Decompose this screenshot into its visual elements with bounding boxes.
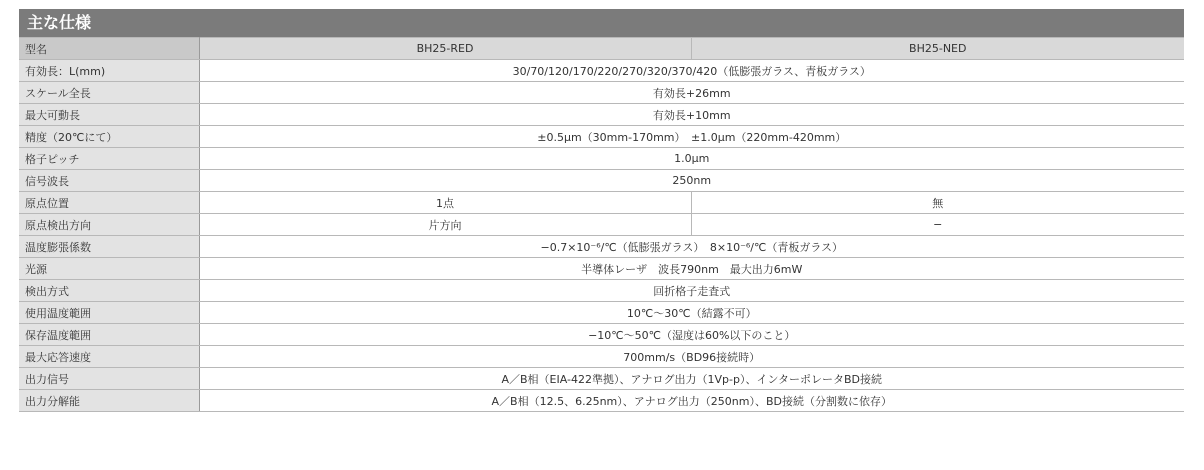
model-name-ned: BH25-NED xyxy=(691,38,1184,60)
row-label: 光源 xyxy=(19,258,199,280)
row-value-red: 1点 xyxy=(199,192,691,214)
table-row xyxy=(19,104,1184,126)
table-row xyxy=(19,214,1184,236)
row-value: −10℃〜50℃（湿度は60%以下のこと） xyxy=(199,324,1184,346)
table-row xyxy=(19,148,1184,170)
row-label: 最大可動長 xyxy=(19,104,199,126)
row-label: 最大応答速度 xyxy=(19,346,199,368)
table-header-row xyxy=(19,38,1184,60)
row-label: 出力信号 xyxy=(19,368,199,390)
table-row xyxy=(19,324,1184,346)
row-label: 検出方式 xyxy=(19,280,199,302)
row-label: 信号波長 xyxy=(19,170,199,192)
table-row xyxy=(19,126,1184,148)
table-row xyxy=(19,82,1184,104)
row-label: 使用温度範囲 xyxy=(19,302,199,324)
row-label: 型名 xyxy=(19,38,199,60)
row-value-red: 片方向 xyxy=(199,214,691,236)
table-row xyxy=(19,280,1184,302)
row-value: ±0.5μm（30mm-170mm） ±1.0μm（220mm-420mm） xyxy=(199,126,1184,148)
row-label: 格子ピッチ xyxy=(19,148,199,170)
spec-sheet xyxy=(19,9,1184,412)
row-label: 有効長：L(mm) xyxy=(19,60,199,82)
table-row xyxy=(19,346,1184,368)
spec-table xyxy=(19,37,1184,412)
row-label: スケール全長 xyxy=(19,82,199,104)
row-value: 有効長+26mm xyxy=(199,82,1184,104)
row-value-ned: 無 xyxy=(691,192,1184,214)
row-value: 半導体レーザ 波長790nm 最大出力6mW xyxy=(199,258,1184,280)
row-value: A／B相（EIA-422準拠）、アナログ出力（1Vp-p）、インターポレータBD接続 xyxy=(199,368,1184,390)
row-label: 温度膨張係数 xyxy=(19,236,199,258)
row-label: 原点検出方向 xyxy=(19,214,199,236)
row-value: A／B相（12.5、6.25nm）、アナログ出力（250nm）、BD接続（分割数に依存） xyxy=(199,390,1184,412)
row-value: 10℃〜30℃（結露不可） xyxy=(199,302,1184,324)
table-row xyxy=(19,60,1184,82)
row-value: 250nm xyxy=(199,170,1184,192)
table-row xyxy=(19,170,1184,192)
table-row xyxy=(19,258,1184,280)
table-row xyxy=(19,236,1184,258)
row-label: 精度（20℃にて） xyxy=(19,126,199,148)
table-row xyxy=(19,368,1184,390)
row-value-ned: − xyxy=(691,214,1184,236)
model-name-red: BH25-RED xyxy=(199,38,691,60)
row-value: 1.0μm xyxy=(199,148,1184,170)
row-value: 30/70/120/170/220/270/320/370/420（低膨張ガラス、青板ガラス） xyxy=(199,60,1184,82)
table-row xyxy=(19,302,1184,324)
row-value: −0.7×10⁻⁶/℃（低膨張ガラス） 8×10⁻⁶/℃（青板ガラス） xyxy=(199,236,1184,258)
row-label: 出力分解能 xyxy=(19,390,199,412)
section-title: 主な仕様 xyxy=(19,9,1184,37)
table-row xyxy=(19,192,1184,214)
row-value: 有効長+10mm xyxy=(199,104,1184,126)
row-value: 700mm/s（BD96接続時） xyxy=(199,346,1184,368)
table-row xyxy=(19,390,1184,412)
row-label: 保存温度範囲 xyxy=(19,324,199,346)
row-value: 回折格子走査式 xyxy=(199,280,1184,302)
row-label: 原点位置 xyxy=(19,192,199,214)
